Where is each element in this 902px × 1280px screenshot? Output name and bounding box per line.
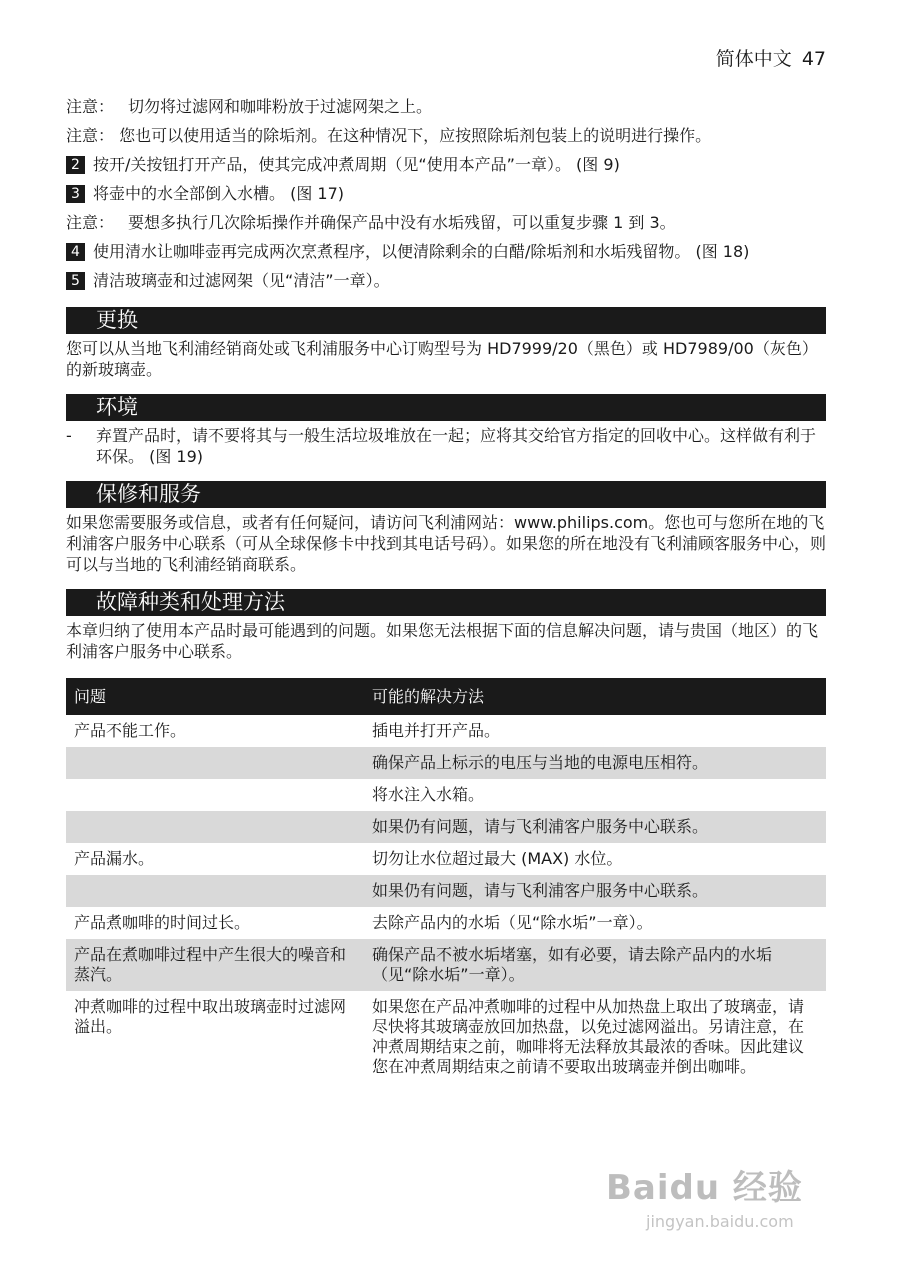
solution-cell: 如果您在产品冲煮咖啡的过程中从加热盘上取出了玻璃壶，请尽快将其玻璃壶放回加热盘，以免过滤网溢出。另请注意，在冲煮周期结束之前，咖啡将无法释放其最浓的香味。因此建议您在冲煮周期结束之前请不要取出玻璃壶并倒出咖啡。: [372, 997, 805, 1076]
problem-cell: [66, 875, 364, 907]
page-number: 47: [801, 48, 826, 70]
table-row: [66, 811, 826, 843]
page-header: [716, 44, 826, 71]
problem-cell: 产品漏水。: [74, 849, 155, 868]
manual-content: [66, 96, 826, 1083]
section-body-troubleshooting: 本章归纳了使用本产品时最可能遇到的问题。如果您无法根据下面的信息解决问题，请与贵国（地区）的飞利浦客户服务中心联系。: [66, 621, 819, 661]
step-text: 使用清水让咖啡壶再完成两次烹煮程序，以便清除剩余的白醋/除垢剂和水垢残留物。 (图 18): [93, 242, 750, 261]
step-text: 将壶中的水全部倒入水槽。 (图 17): [93, 184, 345, 203]
note-label: 注意：: [66, 126, 115, 145]
watermark-brand: Baidu 经验: [606, 1168, 803, 1208]
solution-cell: 如果仍有问题，请与飞利浦客户服务中心联系。: [364, 875, 826, 907]
table-header-row: [66, 678, 826, 715]
section-title-replace: 更换: [66, 307, 826, 334]
step-number: 4: [66, 243, 85, 261]
step-5: [66, 270, 826, 291]
problem-cell: 冲煮咖啡的过程中取出玻璃壶时过滤网溢出。: [74, 997, 347, 1036]
problem-cell: 产品煮咖啡的时间过长。: [74, 913, 251, 932]
column-header-solution: 可能的解决方法: [364, 678, 826, 715]
solution-cell: 去除产品内的水垢（见“除水垢”一章）。: [372, 913, 653, 932]
problem-cell: 产品在煮咖啡过程中产生很大的噪音和蒸汽。: [66, 939, 364, 991]
step-3: [66, 183, 826, 204]
table-row: [66, 907, 826, 939]
section-title-service: 保修和服务: [66, 481, 826, 508]
step-text: 清洁玻璃壶和过滤网架（见“清洁”一章）。: [93, 271, 390, 290]
table-row: [66, 747, 826, 779]
solution-cell: 如果仍有问题，请与飞利浦客户服务中心联系。: [364, 811, 826, 843]
step-number: 3: [66, 185, 85, 203]
step-number: 2: [66, 156, 85, 174]
section-title-environment: 环境: [66, 394, 826, 421]
table-row: [66, 939, 826, 991]
environment-bullet-item: [66, 425, 826, 467]
solution-cell: 插电并打开产品。: [372, 721, 501, 740]
watermark-url: jingyan.baidu.com: [646, 1212, 794, 1231]
note-label: 注意：: [66, 213, 115, 232]
column-header-problem: 问题: [66, 678, 364, 715]
section-body-replace: 您可以从当地飞利浦经销商处或飞利浦服务中心订购型号为 HD7999/20（黑色）或 HD7989/00（灰色）的新玻璃壶。: [66, 339, 818, 379]
section-title-troubleshooting: 故障种类和处理方法: [66, 589, 826, 616]
note-text: 切勿将过滤网和咖啡粉放于过滤网架之上。: [128, 97, 433, 116]
table-row: [66, 991, 826, 1083]
problem-cell: [66, 779, 364, 811]
note-text: 要想多执行几次除垢操作并确保产品中没有水垢残留，可以重复步骤 1 到 3。: [128, 213, 676, 232]
section-body-service: 如果您需要服务或信息，或者有任何疑问，请访问飞利浦网站：www.philips.com。您也可与您所在地的飞利浦客户服务中心联系（可从全球保修卡中找到其电话号码）。如果您的所在地没有飞利浦顾客服务中心，则可以与当地的飞利浦经销商联系。: [66, 513, 827, 574]
table-row: [66, 875, 826, 907]
note-filter: [66, 96, 826, 117]
bullet-dash: -: [66, 426, 72, 445]
problem-cell: [66, 811, 364, 843]
problem-cell: [66, 747, 364, 779]
note-text: 您也可以使用适当的除垢剂。在这种情况下，应按照除垢剂包装上的说明进行操作。: [119, 126, 712, 145]
step-text: 按开/关按钮打开产品，使其完成冲煮周期（见“使用本产品”一章）。 (图 9): [93, 155, 620, 174]
solution-cell: 将水注入水箱。: [372, 785, 485, 804]
problem-cell: 产品不能工作。: [74, 721, 187, 740]
step-number: 5: [66, 272, 85, 290]
solution-cell: 切勿让水位超过最大 (MAX) 水位。: [372, 849, 623, 868]
table-row: [66, 843, 826, 875]
solution-cell: 确保产品不被水垢堵塞，如有必要，请去除产品内的水垢（见“除水垢”一章）。: [364, 939, 826, 991]
step-2: [66, 154, 826, 175]
step-4: [66, 241, 826, 262]
table-row: [66, 779, 826, 811]
note-label: 注意：: [66, 97, 115, 116]
note-descaler: [66, 125, 826, 146]
troubleshooting-table: [66, 678, 826, 1083]
section-body-environment: 弃置产品时，请不要将其与一般生活垃圾堆放在一起；应将其交给官方指定的回收中心。这样做有利于环保。 (图 19): [96, 426, 817, 466]
language-label: 简体中文: [715, 48, 792, 70]
note-repeat: [66, 212, 826, 233]
solution-cell: 确保产品上标示的电压与当地的电源电压相符。: [364, 747, 826, 779]
table-row: [66, 715, 826, 747]
